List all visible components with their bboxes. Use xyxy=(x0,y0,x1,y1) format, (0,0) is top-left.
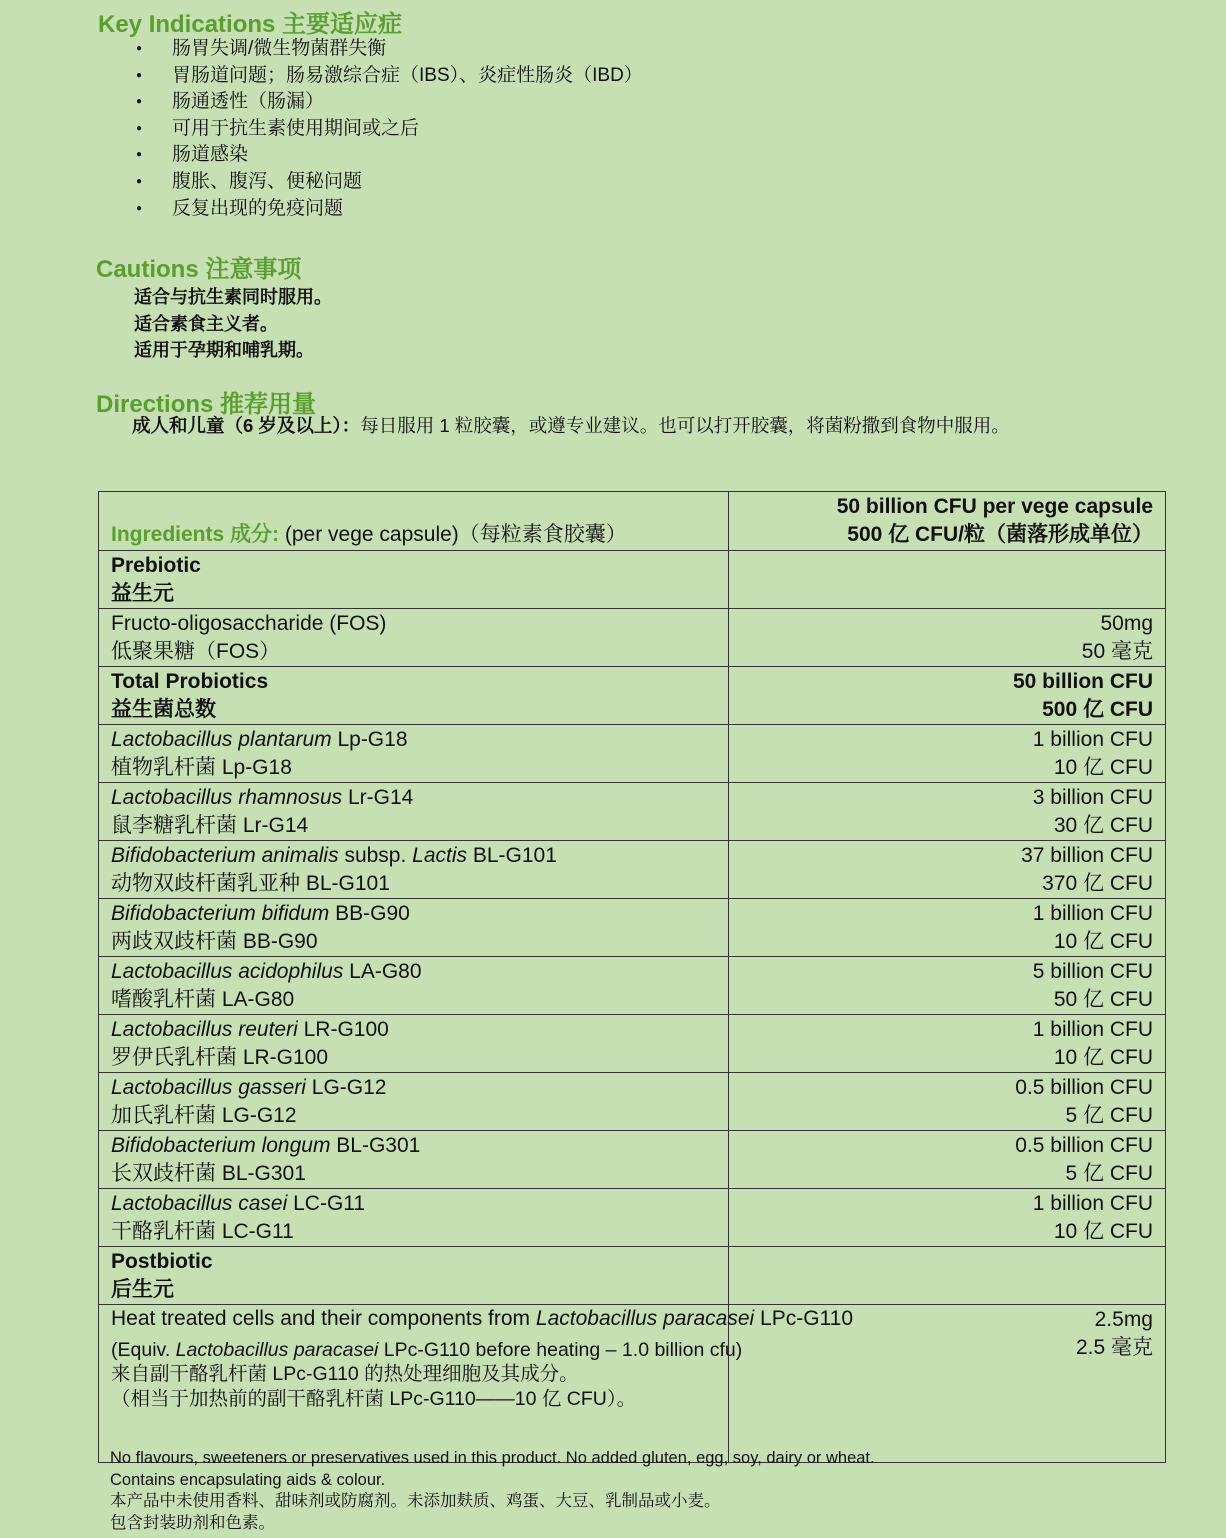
amount-zh: 10 亿 CFU xyxy=(1053,1046,1153,1069)
strain-en xyxy=(111,1132,716,1160)
footer-notes xyxy=(110,1448,875,1534)
strain-amount-cell xyxy=(729,957,1166,1015)
list-item: ● 肠胃失调/微生物菌群失衡 xyxy=(132,36,643,63)
heat-treated-zh: 来自副干酪乳杆菌 LPc-G110 的热处理细胞及其成分。 xyxy=(111,1363,579,1385)
caution-item: 适用于孕期和哺乳期。 xyxy=(134,340,314,360)
caution-item: 适合与抗生素同时服用。 xyxy=(134,287,332,307)
footer-line: No flavours, sweeteners or preservatives used in this product. No added gluten, egg, soy, dairy or wheat. xyxy=(110,1449,875,1467)
species-name: Lactobacillus paracasei xyxy=(175,1339,379,1361)
strain-en xyxy=(111,958,716,986)
strain-subsp: subsp. xyxy=(338,844,413,867)
equiv-text-2: LPc-G110 before heating – 1.0 billion cfu) xyxy=(378,1339,743,1361)
amount-zh: 5 亿 CFU xyxy=(1065,1104,1153,1127)
table-row xyxy=(99,957,1166,1015)
species-name: Lactobacillus plantarum xyxy=(111,728,332,751)
heat-amount-en: 2.5mg xyxy=(1094,1308,1153,1331)
amount-zh: 5 亿 CFU xyxy=(1065,1162,1153,1185)
species-name: Lactobacillus casei xyxy=(111,1192,288,1215)
postbiotic-cell xyxy=(99,1247,729,1305)
strain-zh: 两歧双歧杆菌 BB-G90 xyxy=(111,930,318,953)
prebiotic-zh: 益生元 xyxy=(111,582,174,605)
caution-item: 适合素食主义者。 xyxy=(134,313,278,334)
footer-line: Contains encapsulating aids & colour. xyxy=(110,1470,386,1489)
prebiotic-cell xyxy=(99,551,729,609)
empty-cell xyxy=(729,1247,1166,1305)
ingredients-header-cell xyxy=(99,492,729,551)
strain-code: Lp-G18 xyxy=(331,728,408,751)
strain-zh: 嗜酸乳杆菌 LA-G80 xyxy=(111,988,295,1011)
postbiotic-en: Postbiotic xyxy=(111,1250,213,1273)
list-item: ● 腹胀、腹泻、便秘问题 xyxy=(132,169,643,196)
strain-zh: 罗伊氏乳杆菌 LR-G100 xyxy=(111,1046,329,1069)
total-zh: 益生菌总数 xyxy=(111,698,216,721)
amount-header-cell xyxy=(729,492,1166,551)
footer-line: 本产品中未使用香料、甜味剂或防腐剂。未添加麸质、鸡蛋、大豆、乳制品或小麦。 xyxy=(110,1492,721,1510)
heat-equiv-zh: （相当于加热前的副干酪乳杆菌 LPc-G110——10 亿 CFU）。 xyxy=(111,1388,637,1410)
cautions-list xyxy=(134,284,332,364)
strain-cell xyxy=(99,783,729,841)
species-name: Bifidobacterium animalis xyxy=(111,844,339,867)
directions-heading: Directions 推荐用量 xyxy=(96,391,317,418)
strain-zh: 植物乳杆菌 Lp-G18 xyxy=(111,756,292,779)
prebiotic-en: Prebiotic xyxy=(111,554,201,577)
strain-code: BL-G301 xyxy=(330,1134,421,1157)
list-item: ● 可用于抗生素使用期间或之后 xyxy=(132,116,643,143)
table-row xyxy=(99,1305,1166,1463)
list-item: ● 肠通透性（肠漏） xyxy=(132,89,643,116)
strain-code: BB-G90 xyxy=(329,902,410,925)
table-row xyxy=(99,1247,1166,1305)
strain-amount-cell xyxy=(729,841,1166,899)
table-row xyxy=(99,725,1166,783)
strain-zh: 动物双歧杆菌乳亚种 BL-G101 xyxy=(111,872,390,895)
heat-treated-en xyxy=(111,1306,854,1332)
fos-cell xyxy=(99,609,729,667)
fos-amount-cell xyxy=(729,609,1166,667)
strain-cell xyxy=(99,1189,729,1247)
amount-en: 0.5 billion CFU xyxy=(1015,1076,1153,1099)
amount-en: 1 billion CFU xyxy=(1032,1018,1153,1041)
strain-zh: 干酪乳杆菌 LC-G11 xyxy=(111,1220,294,1243)
species-name: Lactobacillus paracasei xyxy=(535,1307,755,1330)
strain-en xyxy=(111,1190,716,1218)
strain-amount-cell xyxy=(729,1015,1166,1073)
strain-code: Lr-G14 xyxy=(342,786,414,809)
table-row xyxy=(99,1073,1166,1131)
amount-en: 1 billion CFU xyxy=(1032,902,1153,925)
amount-zh: 370 亿 CFU xyxy=(1042,872,1153,895)
amount-zh: 10 亿 CFU xyxy=(1053,930,1153,953)
strain-en xyxy=(111,900,716,928)
strain-code: LC-G11 xyxy=(287,1192,366,1215)
strain-cell xyxy=(99,725,729,783)
strain-cell xyxy=(99,899,729,957)
strain-code: LA-G80 xyxy=(343,960,422,983)
fos-en: Fructo-oligosaccharide (FOS) xyxy=(111,612,387,635)
species-name: Bifidobacterium longum xyxy=(111,1134,331,1157)
species-name: Bifidobacterium bifidum xyxy=(111,902,330,925)
amount-en: 37 billion CFU xyxy=(1021,844,1153,867)
heat-equiv-en xyxy=(111,1338,743,1362)
strain-zh: 鼠李糖乳杆菌 Lr-G14 xyxy=(111,814,309,837)
total-en: Total Probiotics xyxy=(111,670,269,693)
strain-cell xyxy=(99,957,729,1015)
strain-en xyxy=(111,1074,716,1102)
fos-zh: 低聚果糖（FOS） xyxy=(111,640,281,663)
table-row xyxy=(99,1015,1166,1073)
key-indications-list xyxy=(132,36,643,222)
strain-amount-cell xyxy=(729,725,1166,783)
strain-amount-cell xyxy=(729,783,1166,841)
directions-lead: 成人和儿童（6 岁及以上）： xyxy=(132,415,361,436)
total-amount-cell xyxy=(729,667,1166,725)
strain-code: LPc-G110 xyxy=(754,1307,854,1330)
amount-zh: 10 亿 CFU xyxy=(1053,1220,1153,1243)
table-row xyxy=(99,1131,1166,1189)
amount-en: 1 billion CFU xyxy=(1032,1192,1153,1215)
key-indications-heading: Key Indications 主要适应症 xyxy=(98,11,403,38)
strain-en xyxy=(111,784,716,812)
equiv-text: (Equiv. xyxy=(111,1339,176,1361)
list-item: ● 反复出现的免疫问题 xyxy=(132,196,643,223)
total-amount-zh: 500 亿 CFU xyxy=(1042,698,1153,721)
strain-code: LG-G12 xyxy=(305,1076,387,1099)
strain-en xyxy=(111,842,716,870)
strain-amount-cell xyxy=(729,1073,1166,1131)
strain-cell xyxy=(99,1073,729,1131)
table-row xyxy=(99,667,1166,725)
species-name: Lactobacillus rhamnosus xyxy=(111,786,343,809)
table-row xyxy=(99,783,1166,841)
amount-en: 3 billion CFU xyxy=(1032,786,1153,809)
amount-zh: 10 亿 CFU xyxy=(1053,756,1153,779)
strain-zh: 长双歧杆菌 BL-G301 xyxy=(111,1162,306,1185)
fos-amount-en: 50mg xyxy=(1100,612,1153,635)
species-name: Lactobacillus acidophilus xyxy=(111,960,344,983)
empty-cell xyxy=(729,551,1166,609)
amount-header-en: 50 billion CFU per vege capsule xyxy=(836,495,1153,518)
strain-en xyxy=(111,1016,716,1044)
cautions-heading: Cautions 注意事项 xyxy=(96,256,302,283)
heat-amount-zh: 2.5 毫克 xyxy=(1075,1336,1153,1359)
amount-header-zh: 500 亿 CFU/粒（菌落形成单位） xyxy=(847,523,1153,546)
table-row xyxy=(99,1189,1166,1247)
table-row xyxy=(99,551,1166,609)
strain-amount-cell xyxy=(729,899,1166,957)
strain-zh: 加氏乳杆菌 LG-G12 xyxy=(111,1104,297,1127)
list-item: ● 胃肠道问题；肠易激综合症（IBS）、炎症性肠炎（IBD） xyxy=(132,63,643,90)
amount-zh: 30 亿 CFU xyxy=(1053,814,1153,837)
amount-en: 0.5 billion CFU xyxy=(1015,1134,1153,1157)
strain-cell xyxy=(99,841,729,899)
table-row xyxy=(99,841,1166,899)
strain-cell xyxy=(99,1131,729,1189)
ingredients-table xyxy=(98,491,1166,1463)
table-row xyxy=(99,899,1166,957)
total-probiotics-cell xyxy=(99,667,729,725)
table-row xyxy=(99,609,1166,667)
heat-text: Heat treated cells and their components from xyxy=(111,1307,536,1330)
list-item: ● 肠道感染 xyxy=(132,142,643,169)
fos-amount-zh: 50 毫克 xyxy=(1081,640,1153,663)
postbiotic-zh: 后生元 xyxy=(111,1278,174,1301)
strain-code: BL-G101 xyxy=(467,844,557,867)
table-header-row xyxy=(99,492,1166,551)
strain-cell xyxy=(99,1015,729,1073)
strain-en xyxy=(111,726,716,754)
directions-text xyxy=(132,412,1062,439)
amount-en: 1 billion CFU xyxy=(1032,728,1153,751)
heat-treated-cell xyxy=(99,1305,854,1463)
species-name: Lactobacillus reuteri xyxy=(111,1018,298,1041)
ingredients-label: Ingredients 成分: xyxy=(111,523,280,546)
strain-amount-cell xyxy=(729,1189,1166,1247)
footer-line: 包含封装助剂和色素。 xyxy=(110,1513,275,1532)
total-amount-en: 50 billion CFU xyxy=(1012,670,1153,693)
species-name-2: Lactis xyxy=(412,844,468,867)
amount-en: 5 billion CFU xyxy=(1032,960,1153,983)
amount-zh: 50 亿 CFU xyxy=(1053,988,1153,1011)
per-capsule-label: (per vege capsule)（每粒素食胶囊） xyxy=(279,523,627,546)
strain-amount-cell xyxy=(729,1131,1166,1189)
strain-code: LR-G100 xyxy=(297,1018,389,1041)
species-name: Lactobacillus gasseri xyxy=(111,1076,306,1099)
directions-body: 每日服用 1 粒胶囊，或遵专业建议。也可以打开胶囊，将菌粉撒到食物中服用。 xyxy=(360,415,1010,436)
